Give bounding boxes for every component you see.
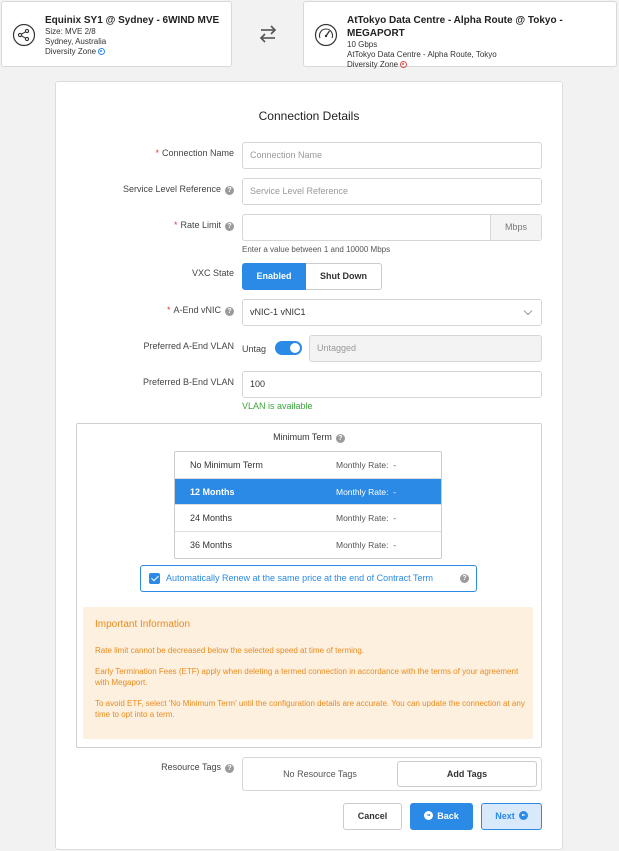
swap-arrows-icon[interactable]	[257, 23, 279, 45]
required-marker: *	[166, 305, 171, 315]
a-end-title: Equinix SY1 @ Sydney - 6WIND MVE	[45, 15, 220, 26]
info-line-avoid-etf: To avoid ETF, select 'No Minimum Term' until the configuration details are accurate. You can update the connection at any time to opt into a term.	[95, 699, 525, 719]
a-end-vnic-select[interactable]	[242, 299, 542, 326]
important-information-title: Important Information	[95, 619, 191, 630]
diversity-zone-blue-icon	[98, 48, 105, 55]
auto-renew-checkbox[interactable]	[149, 573, 160, 584]
minimum-term-title: Minimum Term ?	[77, 432, 541, 443]
b-end-vlan-label: Preferred B-End VLAN	[142, 377, 234, 387]
resource-tags-label: Resource Tags ?	[161, 762, 234, 773]
connection-name-label: * Connection Name	[155, 148, 234, 158]
no-resource-tags-text: No Resource Tags	[283, 769, 357, 779]
vlan-available-status: VLAN is available	[242, 401, 313, 411]
chevron-down-icon	[524, 307, 532, 315]
a-end-vlan-input: Untagged	[309, 335, 542, 362]
info-line-etf: Early Termination Fees (ETF) apply when deleting a termed connection in accordance with the terms of your agreement with Megaport.	[95, 667, 519, 687]
a-end-vlan-label: Preferred A-End VLAN	[143, 341, 234, 351]
rate-limit-hint: Enter a value between 1 and 10000 Mbps	[242, 245, 391, 254]
help-icon[interactable]: ?	[460, 574, 469, 583]
rate-limit-label: * Rate Limit ?	[174, 220, 234, 231]
diversity-zone-red-icon	[400, 61, 407, 68]
vxc-state-enabled-button[interactable]: Enabled	[242, 263, 306, 290]
next-button[interactable]: Next	[481, 803, 542, 830]
auto-renew-label: Automatically Renew at the same price at the end of Contract Term	[166, 573, 433, 583]
vxc-state-toggle	[242, 263, 382, 290]
help-icon[interactable]: ?	[225, 186, 234, 195]
required-marker: *	[155, 148, 159, 158]
minimum-term-list	[174, 451, 442, 559]
untag-label: Untag	[242, 344, 267, 354]
b-end-card[interactable]	[303, 1, 617, 67]
connection-details-panel	[55, 81, 563, 850]
add-tags-button[interactable]: Add Tags	[397, 761, 537, 787]
resource-tags-box	[242, 757, 542, 791]
panel-title: Connection Details	[258, 109, 360, 123]
auto-renew-option[interactable]	[140, 565, 477, 592]
untag-switch[interactable]	[275, 341, 302, 355]
b-end-title: AtTokyo Data Centre - Alpha Route @ Tokyo - MEGAPORT	[347, 15, 563, 39]
mve-share-icon	[12, 23, 36, 47]
info-line-rate-limit: Rate limit cannot be decreased below the selected speed at time of terming.	[95, 646, 365, 655]
help-icon[interactable]: ?	[225, 307, 234, 316]
vxc-state-label: VXC State	[191, 268, 234, 278]
b-end-speed: 10 Gbps	[347, 40, 378, 49]
port-speedometer-icon	[314, 23, 338, 47]
a-end-size: Size: MVE 2/8	[45, 27, 96, 36]
back-button[interactable]: Back	[410, 803, 473, 830]
term-option-24-months[interactable]: 24 Months Monthly Rate: -	[175, 505, 441, 532]
rate-limit-input[interactable]	[242, 214, 542, 241]
a-end-location: Sydney, Australia	[45, 37, 107, 46]
a-end-vnic-value: vNIC-1 vNIC1	[250, 307, 306, 317]
connection-name-input[interactable]: Connection Name	[242, 142, 542, 169]
minimum-term-section	[76, 423, 542, 748]
a-end-diversity-zone: Diversity Zone	[45, 47, 97, 56]
required-marker: *	[173, 220, 178, 230]
next-arrow-icon	[519, 811, 528, 820]
term-option-12-months[interactable]: 12 Months Monthly Rate: -	[175, 479, 441, 506]
b-end-diversity-zone: Diversity Zone	[347, 60, 399, 69]
service-level-label: Service Level Reference ?	[123, 184, 234, 195]
a-end-card[interactable]	[1, 1, 232, 67]
cancel-button[interactable]: Cancel	[343, 803, 402, 830]
important-information-box	[83, 607, 533, 739]
a-end-vnic-label: * A-End vNIC ?	[167, 305, 234, 316]
help-icon[interactable]: ?	[336, 434, 345, 443]
term-option-none[interactable]: No Minimum Term Monthly Rate: -	[175, 452, 441, 479]
help-icon[interactable]: ?	[225, 764, 234, 773]
service-level-input[interactable]: Service Level Reference	[242, 178, 542, 205]
term-option-36-months[interactable]: 36 Months Monthly Rate: -	[190, 539, 397, 550]
b-end-location: AtTokyo Data Centre - Alpha Route, Tokyo	[347, 50, 497, 59]
vxc-state-shutdown-button[interactable]: Shut Down	[306, 263, 382, 290]
rate-limit-unit: Mbps	[490, 215, 541, 240]
b-end-vlan-input[interactable]: 100	[242, 371, 542, 398]
help-icon[interactable]: ?	[225, 222, 234, 231]
back-arrow-icon	[424, 811, 433, 820]
